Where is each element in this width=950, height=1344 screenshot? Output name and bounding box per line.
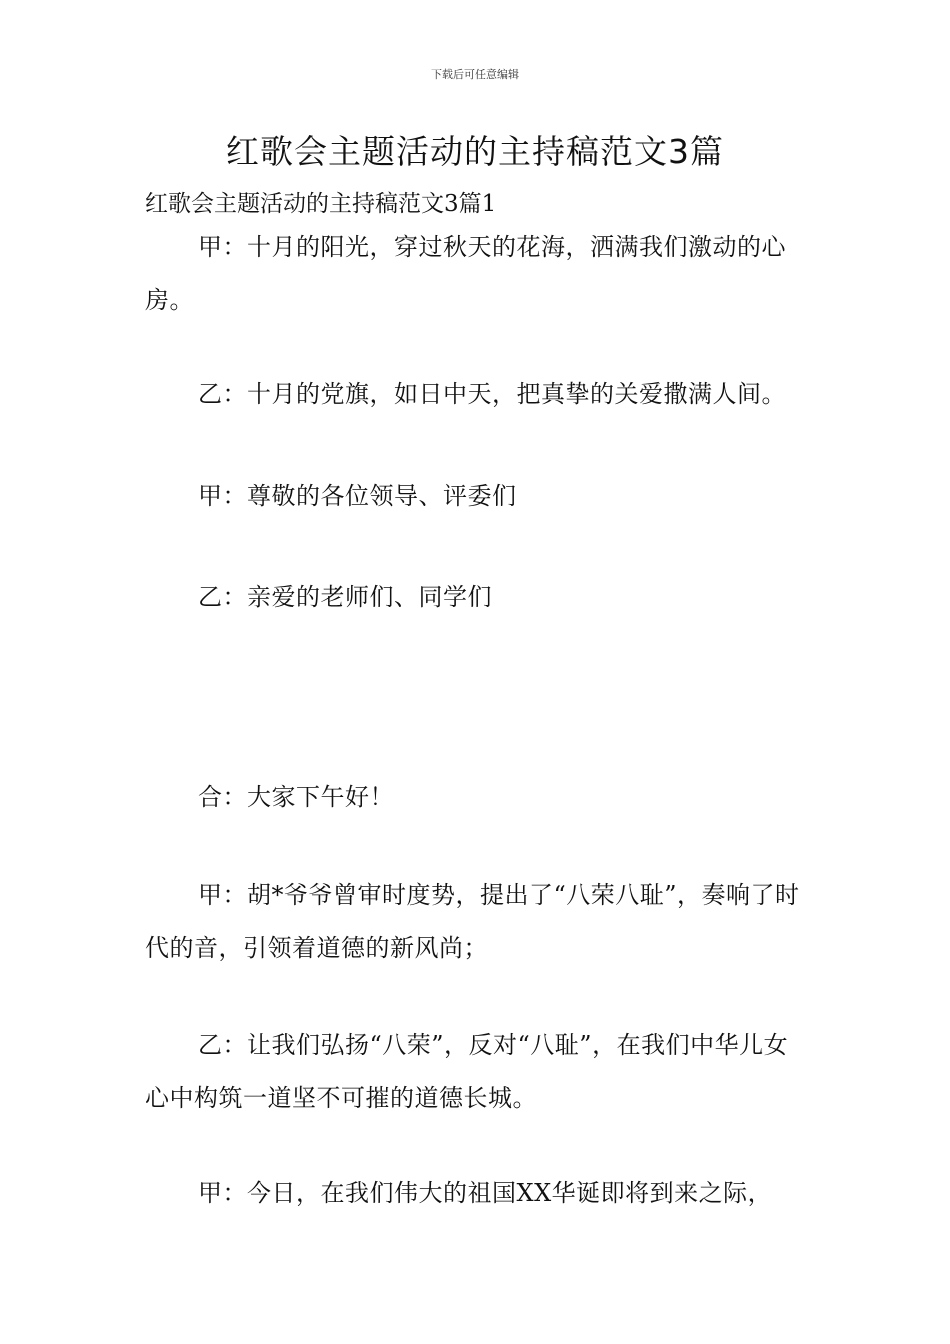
header-note: 下载后可任意编辑 [431,68,519,81]
paragraph-1: 甲：十月的阳光，穿过秋天的花海，洒满我们激动的心房。 [145,233,786,314]
paragraph-2: 乙：十月的党旗，如日中天，把真挚的关爱撒满人间。 [198,380,786,408]
section-subtitle: 红歌会主题活动的主持稿范文3篇1 [145,191,497,217]
paragraph-6: 甲：胡*爷爷曾审时度势，提出了“八荣八耻”，奏响了时代的音，引领着道德的新风尚； [145,881,800,962]
document-title: 红歌会主题活动的主持稿范文3篇 [226,132,724,171]
paragraph-4: 乙：亲爱的老师们、同学们 [198,583,492,611]
paragraph-5: 合：大家下午好！ [198,783,394,811]
paragraph-3: 甲：尊敬的各位领导、评委们 [198,482,517,510]
paragraph-8: 甲：今日，在我们伟大的祖国XX华诞即将到来之际， [198,1179,773,1207]
paragraph-7: 乙：让我们弘扬“八荣”，反对“八耻”，在我们中华儿女心中构筑一道坚不可摧的道德长城。 [145,1031,789,1112]
